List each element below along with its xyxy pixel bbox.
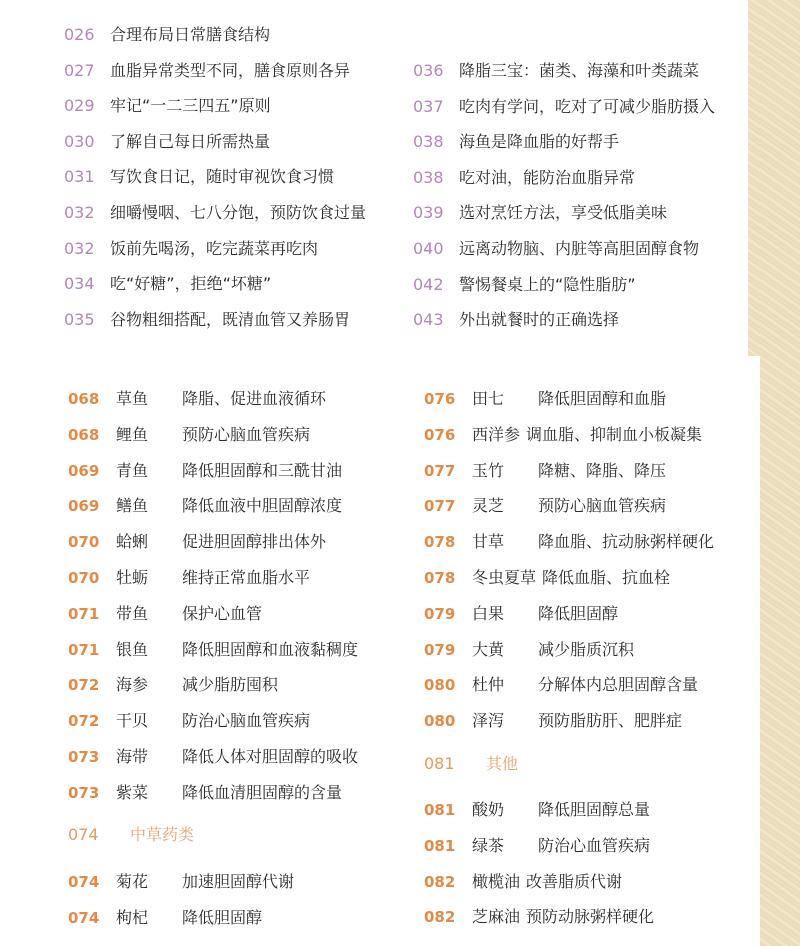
food-benefit: 降低胆固醇总量	[538, 800, 651, 819]
entry-title: 海鱼是降血脂的好帮手	[459, 132, 620, 152]
page-number: 043	[413, 310, 444, 330]
food-entry	[424, 906, 654, 928]
page-number: 082	[424, 908, 456, 927]
page-number: 069	[68, 497, 100, 516]
food-benefit: 加速胆固醇代谢	[182, 872, 295, 891]
food-entry	[68, 639, 358, 661]
food-benefit: 预防心脑血管疾病	[182, 424, 311, 444]
food-name: 芝麻油	[472, 907, 521, 927]
food-name: 田七	[472, 389, 505, 408]
toc-entry	[64, 24, 270, 46]
food-benefit: 预防心脑血管疾病	[538, 496, 667, 516]
food-entry	[424, 388, 666, 410]
food-benefit: 促进胆固醇排出体外	[182, 532, 327, 552]
food-name: 灵芝	[472, 496, 505, 516]
section-label: 其他	[486, 754, 519, 773]
entry-title: 降脂三宝：菌类、海藻和叶类蔬菜	[459, 61, 700, 80]
food-name: 草鱼	[116, 389, 149, 408]
page-number: 071	[68, 604, 100, 623]
food-entry	[424, 674, 698, 696]
food-entry	[68, 782, 342, 804]
food-name: 干贝	[116, 711, 149, 731]
toc-entry	[64, 166, 334, 188]
entry-title: 吃肉有学问，吃对了可减少脂肪摄入	[459, 96, 716, 116]
food-name: 酸奶	[472, 800, 505, 819]
food-name: 银鱼	[116, 639, 149, 659]
food-name: 海参	[116, 675, 149, 695]
food-benefit: 改善脂质代谢	[526, 871, 623, 891]
food-name: 鲤鱼	[116, 424, 149, 444]
food-benefit: 防治心血管疾病	[538, 835, 651, 855]
toc-entry	[64, 309, 350, 331]
food-entry	[424, 424, 702, 446]
page-number: 040	[413, 239, 444, 258]
food-benefit: 减少脂肪囤积	[182, 675, 279, 695]
page-number: 081	[424, 801, 456, 819]
food-name: 泽泻	[472, 711, 505, 731]
food-name: 西洋参	[472, 424, 521, 444]
toc-entry	[64, 273, 271, 295]
section-number: 081	[424, 754, 455, 773]
toc-entry	[64, 95, 271, 117]
page-number: 077	[424, 461, 456, 480]
section-heading-herbs	[68, 824, 194, 846]
toc-entry	[413, 309, 619, 331]
page-number: 079	[424, 640, 456, 659]
entry-title: 远离动物脑、内脏等高胆固醇食物	[459, 239, 700, 258]
entry-title: 了解自己每日所需热量	[110, 131, 271, 151]
food-name: 甘草	[472, 532, 505, 552]
food-name: 海带	[116, 747, 149, 766]
entry-title: 血脂异常类型不同，膳食原则各异	[110, 60, 351, 80]
entry-title: 吃对油，能防治血脂异常	[459, 167, 636, 187]
page-number: 068	[68, 390, 100, 408]
food-entry	[68, 603, 262, 625]
food-name: 绿茶	[472, 835, 505, 855]
page-number: 080	[424, 712, 456, 731]
food-entry	[68, 674, 278, 696]
page-number: 082	[424, 872, 456, 891]
entry-title: 合理布局日常膳食结构	[110, 25, 271, 44]
food-name: 菊花	[116, 872, 149, 891]
food-benefit: 维持正常血脂水平	[182, 568, 311, 587]
food-name: 牡蛎	[116, 568, 149, 587]
food-name: 大黄	[472, 639, 505, 659]
entry-title: 牢记“一二三四五”原则	[110, 96, 271, 116]
page-number: 079	[424, 604, 456, 623]
toc-entry	[413, 167, 635, 189]
page-number: 037	[413, 96, 444, 116]
food-entry	[68, 871, 294, 893]
section-heading-other	[424, 753, 518, 775]
toc-entry	[413, 96, 715, 118]
food-benefit: 降血脂、抗动脉粥样硬化	[538, 532, 715, 552]
food-benefit: 防治心脑血管疾病	[182, 711, 311, 731]
food-entry	[424, 871, 622, 893]
food-entry	[424, 835, 650, 857]
food-benefit: 减少脂质沉积	[538, 639, 635, 659]
page-number: 029	[64, 96, 95, 116]
food-entry	[68, 495, 342, 517]
entry-title: 饭前先喝汤，吃完蔬菜再吃肉	[110, 238, 319, 258]
food-benefit: 保护心血管	[182, 603, 263, 623]
page-number: 074	[68, 908, 100, 927]
page-number: 072	[68, 712, 100, 731]
toc-entry	[64, 202, 366, 224]
page-number: 032	[64, 238, 95, 258]
page-number: 031	[64, 167, 95, 187]
food-name: 鳝鱼	[116, 496, 149, 516]
toc-entry	[413, 274, 636, 296]
page-number: 034	[64, 274, 95, 294]
food-entry	[424, 567, 670, 589]
entry-title: 选对烹饪方法，享受低脂美味	[459, 203, 668, 223]
food-name: 蛤蜊	[116, 532, 149, 552]
food-benefit: 降低血脂、抗血栓	[542, 568, 671, 587]
food-benefit: 降低胆固醇	[182, 907, 263, 927]
page-number: 071	[68, 640, 100, 659]
food-benefit: 降低血液中胆固醇浓度	[182, 496, 343, 516]
food-benefit: 分解体内总胆固醇含量	[538, 675, 699, 695]
food-benefit: 预防动脉粥样硬化	[526, 907, 655, 927]
page-number: 069	[68, 461, 100, 480]
page-number: 078	[424, 569, 456, 587]
page-number: 070	[68, 569, 100, 587]
page-number: 042	[413, 274, 444, 294]
page-number: 038	[413, 167, 444, 187]
page-number: 035	[64, 309, 95, 329]
food-benefit: 降低血清胆固醇的含量	[182, 782, 343, 802]
page-number: 039	[413, 203, 444, 223]
toc-entry	[413, 131, 619, 153]
page-number: 076	[424, 390, 456, 408]
food-benefit: 降低人体对胆固醇的吸收	[182, 747, 359, 766]
entry-title: 细嚼慢咽、七八分饱，预防饮食过量	[110, 203, 367, 222]
food-benefit: 降低胆固醇和三酰甘油	[182, 460, 343, 480]
food-entry	[68, 460, 342, 482]
toc-entry	[64, 238, 318, 260]
entry-title: 谷物粗细搭配，既清血管又养肠胃	[110, 309, 351, 329]
page-number: 068	[68, 425, 100, 444]
food-entry	[68, 710, 310, 732]
food-entry	[424, 460, 666, 482]
food-entry	[68, 388, 326, 410]
entry-title: 警惕餐桌上的“隐性脂肪”	[459, 274, 636, 294]
food-entry	[424, 495, 666, 517]
food-benefit: 调血脂、抑制血小板凝集	[526, 424, 703, 444]
food-name: 冬虫夏草	[472, 568, 537, 587]
page-number: 072	[68, 676, 100, 695]
food-name: 玉竹	[472, 460, 505, 480]
paper-texture-right	[760, 0, 800, 946]
page-number: 036	[413, 61, 444, 80]
page-number: 073	[68, 783, 100, 802]
food-entry	[68, 746, 358, 768]
page-number: 026	[64, 25, 95, 44]
page-number: 076	[424, 425, 456, 444]
food-benefit: 降脂、促进血液循环	[182, 389, 327, 408]
food-entry	[68, 531, 326, 553]
food-benefit: 降低胆固醇	[538, 603, 619, 623]
page-number: 070	[68, 533, 100, 552]
page-number: 027	[64, 60, 95, 80]
food-name: 紫菜	[116, 782, 149, 802]
toc-entry	[64, 131, 270, 153]
entry-title: 吃“好糖”，拒绝“坏糖”	[110, 274, 272, 294]
page-number: 038	[413, 132, 444, 152]
food-benefit: 预防脂肪肝、肥胖症	[538, 711, 683, 731]
toc-entry	[413, 238, 699, 260]
food-entry	[68, 567, 310, 589]
toc-entry	[413, 60, 699, 82]
section-label: 中草药类	[130, 825, 195, 844]
food-entry	[68, 424, 310, 446]
food-entry	[424, 710, 682, 732]
food-entry	[424, 603, 618, 625]
page-number: 080	[424, 676, 456, 695]
toc-entry	[413, 202, 667, 224]
food-name: 白果	[472, 603, 505, 623]
section-number: 074	[68, 825, 99, 844]
food-name: 橄榄油	[472, 871, 521, 891]
food-entry	[424, 531, 714, 553]
page-number: 077	[424, 497, 456, 516]
page-number: 032	[64, 203, 95, 222]
food-entry	[424, 639, 634, 661]
food-name: 青鱼	[116, 460, 149, 480]
food-name: 杜仲	[472, 675, 505, 695]
page-number: 073	[68, 748, 100, 766]
food-entry	[68, 907, 262, 929]
page-number: 081	[424, 836, 456, 855]
entry-title: 写饮食日记，随时审视饮食习惯	[110, 167, 335, 187]
food-benefit: 降低胆固醇和血脂	[538, 389, 667, 408]
page-number: 074	[68, 873, 100, 891]
food-benefit: 降低胆固醇和血液黏稠度	[182, 639, 359, 659]
food-benefit: 降糖、降脂、降压	[538, 460, 667, 480]
food-name: 带鱼	[116, 603, 149, 623]
food-entry	[424, 799, 650, 821]
page-number: 030	[64, 131, 95, 151]
food-name: 枸杞	[116, 907, 149, 927]
entry-title: 外出就餐时的正确选择	[459, 310, 620, 330]
page-number: 078	[424, 533, 456, 552]
toc-entry	[64, 60, 350, 82]
